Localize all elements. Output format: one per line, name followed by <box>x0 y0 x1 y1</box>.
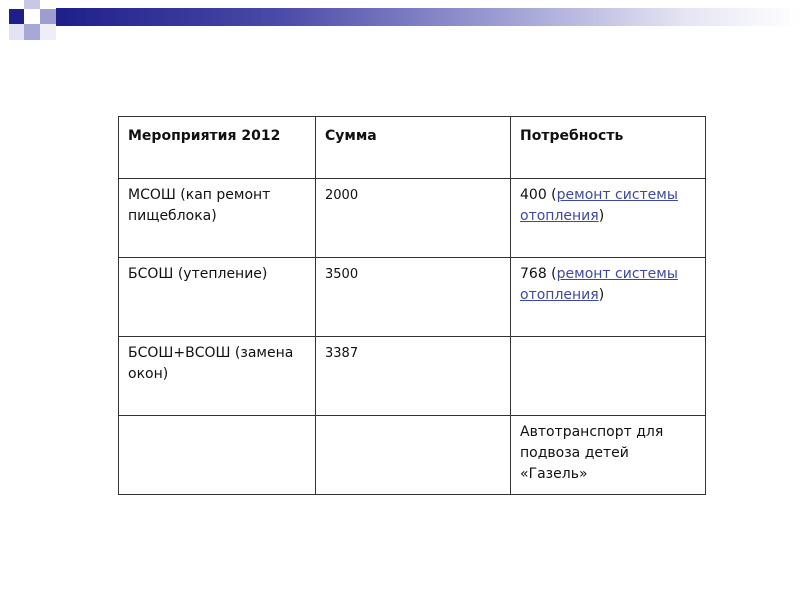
need-prefix: Автотранспорт для подвоза детей «Газель» <box>520 424 664 482</box>
need-cell <box>511 337 706 416</box>
decor-square <box>9 24 24 40</box>
need-prefix: 400 ( <box>520 187 557 203</box>
table-row <box>119 337 706 416</box>
decor-square <box>9 9 24 24</box>
table-row <box>119 258 706 337</box>
decor-square <box>24 24 40 40</box>
need-cell <box>511 179 706 258</box>
need-link[interactable]: ремонт системы отопления <box>520 187 678 224</box>
header-gradient-bar <box>56 8 800 26</box>
events-table <box>118 116 706 495</box>
sum-cell <box>316 416 511 495</box>
decor-square <box>40 24 56 40</box>
decor-square <box>40 9 56 24</box>
sum-cell: 2000 <box>316 179 511 258</box>
event-cell: БСОШ+ВСОШ (замена окон) <box>119 337 316 416</box>
need-prefix: 768 ( <box>520 266 557 282</box>
need-cell <box>511 416 706 495</box>
column-header-sum: Сумма <box>316 117 511 179</box>
column-header-events: Мероприятия 2012 <box>119 117 316 179</box>
need-link[interactable]: ремонт системы отопления <box>520 266 678 303</box>
sum-cell: 3500 <box>316 258 511 337</box>
column-header-need: Потребность <box>511 117 706 179</box>
event-cell: БСОШ (утепление) <box>119 258 316 337</box>
table-header-row <box>119 117 706 179</box>
sum-cell: 3387 <box>316 337 511 416</box>
need-suffix: ) <box>598 208 605 224</box>
need-cell <box>511 258 706 337</box>
event-cell <box>119 416 316 495</box>
event-cell: МСОШ (кап ремонт пищеблока) <box>119 179 316 258</box>
table-row <box>119 416 706 495</box>
need-suffix: ) <box>598 287 605 303</box>
table-row <box>119 179 706 258</box>
decor-square <box>24 0 40 9</box>
